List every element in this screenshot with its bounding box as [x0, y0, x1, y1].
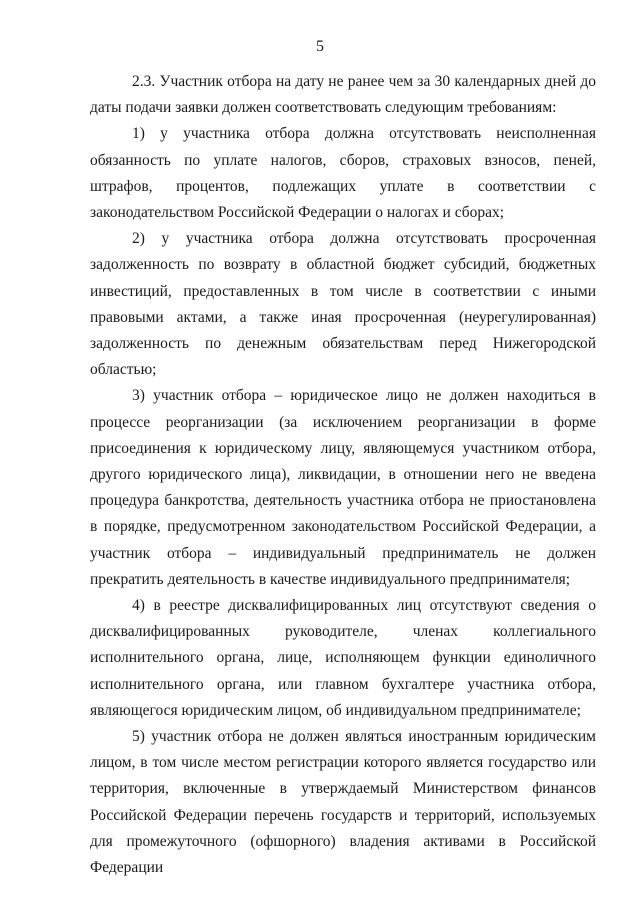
paragraph-intro: 2.3. Участник отбора на дату не ранее чем за 30 календарных дней до даты подачи заявки должен соответствовать следующим требованиям: [90, 73, 596, 117]
paragraph-item-3: 3) участник отбора – юридическое лицо не должен находиться в процессе реорганизации (за исключением реорганизации в форме присоединения к юридическому лицу, являющемуся участником отбора, другого юридического лица), ликвидации, в отношении него не введена процедура банкротства, деятельность участника отбора не приостановлена в порядке, предусмотренном законодательством Российской Федерации, а участник отбора – индивидуальный предприниматель не должен прекратить деятельность в качестве индивидуального предпринимателя; [90, 387, 596, 588]
paragraph-item-4: 4) в реестре дисквалифицированных лиц отсутствуют сведения о дисквалифицированных руководителе, членах коллегиального исполнительного органа, лице, исполняющем функции единоличного исполнительного органа, или главном бухгалтере участника отбора, являющегося юридическим лицом, об индивидуальном предпринимателе; [90, 597, 596, 719]
paragraph-item-1: 1) у участника отбора должна отсутствовать неисполненная обязанность по уплате налогов, сборов, страховых взносов, пеней, штрафов, процентов, подлежащих уплате в соответствии с законодательством Российской Федерации о налогах и сборах; [90, 125, 596, 222]
document-body [90, 69, 596, 881]
paragraph-item-5: 5) участник отбора не должен являться иностранным юридическим лицом, в том числе местом регистрации которого является государство или территория, включенные в утверждаемый Министерством финансов Российской Федерации перечень государств и территорий, используемых для промежуточного (офшорного) владения активами в Российской Федерации [90, 728, 596, 877]
paragraph-item-2: 2) у участника отбора должна отсутствовать просроченная задолженность по возврату в областной бюджет субсидий, бюджетных инвестиций, предоставленных в том числе в соответствии с иными правовыми актами, а также иная просроченная (неурегулированная) задолженность по денежным обязательствам перед Нижегородской областью; [90, 230, 596, 379]
page-number: 5 [316, 38, 324, 55]
